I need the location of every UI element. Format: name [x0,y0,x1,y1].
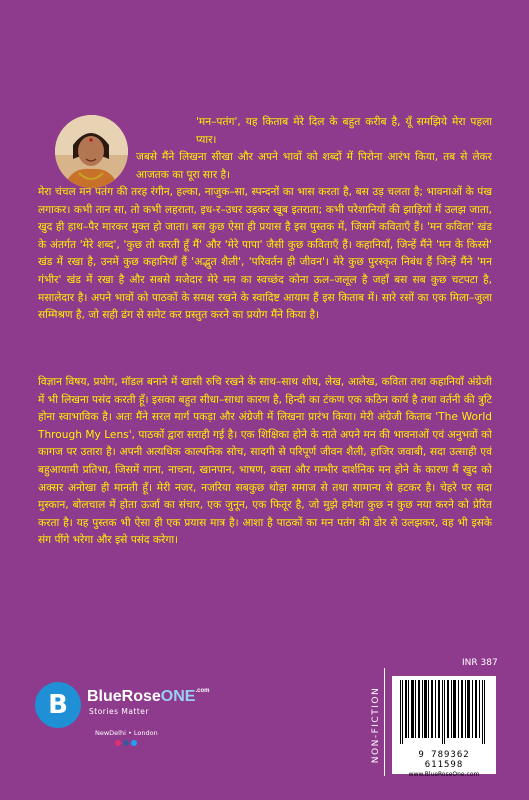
author-photo [55,115,128,188]
twitter-icon [131,740,137,746]
intro-paragraph: मेरा चंचल मन पतंग की तरह रंगीन, हल्का, नाजुक–सा, स्पन्दनों का भास करता है, बस उड़ चलता है; भावनाओं के पंख लगाकर। कभी तान सा, तो कभी लहराता, इध-र–उधर उड़कर खूब इतराता; कभी परेशानियों की झाड़ियों में उलझ जाता, खुद ही हाथ–पैर मारकर मुक्त हो जाता। बस कुछ ऐसा ही प्रयास है इस पुस्तक में, जिसमें कविताएँ हैं। 'मन कविता' खंड के अंतर्गत 'मेरे शब्द', 'कुछ तो करती हूँ मैं' और 'मेरे पापा' जैसी कुछ कविताएँ हैं। कहानियाँ, जिन्हें मैंने 'मन के किस्से' खंड में रखा है, उनमें कुछ कहानियाँ हैं 'अद्भुत शैली', 'परिवर्तन ही जीवन'। मेरे कुछ पुरस्कृत निबंध हैं जिन्हें मैंने 'मन गंभीर' खंड में रखा है और सबसे मजेदार मेरे मन का स्वच्छंद कोना ऊल–जलूल है जहाँ बस सब कुछ चटपटा है, मसालेदार है। अपने भावों को पाठकों के समक्ष रखने के स्वादिष्ट आयाम हैं इस किताब में। सारे रसों का एक मिला–जुला सम्मिश्रण है, जो सही ढंग से समेट कर प्रस्तुत करने का प्रयोग मैंने किया है। [38,186,492,322]
category-label [365,675,387,775]
author-bio-paragraph: विज्ञान विषय, प्रयोग, मॉडल बनाने में खासी रुचि रखने के साथ–साथ शोध, लेख, आलेख, कविता तथा कहानियाँ अंग्रेजी में भी लिखना पसंद करती हूँ। इसका बहुत सीधा–साधा कारण है, हिन्दी का टंकण एक कठिन कार्य है तथा वर्तनी की त्रुटि होना स्वाभाविक है। अतः मैंने सरल मार्ग पकड़ा और अंग्रेजी में लिखना प्रारंभ किया। मेरी अंग्रेजी किताब 'The World Through My Lens', पाठकों द्वारा सराही गई है। एक शिक्षिका होने के नाते अपने मन की भावनाओं एवं अनुभवों को कागज पर उतारा है। अपनी अत्यधिक काल्पनिक सोच, सादगी से परिपूर्ण जीवन शैली, हाजिर जवाबी, सदा उत्साही एवं बहुआयामी प्रतिभा, जिसमें गाना, नाचना, खानपान, भाषण, वक्ता और गम्भीर दार्शनिक मन होने के कारण मैं खुद को अक्सर अनोखा ही मानती हूँ। मेरी नजर, नजरिया सबकुछ थोड़ा समाज से तथा सामान्य से हटकर है। चेहरे पर सदा मुस्कान, बोलचाल में होता ऊर्जा का संचार, एक जुनून, एक फितूर है, जो मुझे हमेशा कुछ न कुछ नया करने को प्रेरित करता है। यह पुस्तक भी ऐसा ही एक प्रयास मात्र है। आशा है पाठकों का मन पतंग की डोर से उलझकर, वह भी इसके संग पींगे भरेगा और इसे पसंद करेगा। [38,376,492,547]
publisher-logo-mark [35,682,81,728]
instagram-icon [115,740,121,746]
social-icons [115,740,137,746]
publisher-website: www.BlueRoseOne.com [408,771,480,778]
publisher-cities: NewDelhi • London [95,729,158,737]
publisher-tagline: Stories Matter [89,707,150,716]
barcode-bars [398,680,490,744]
intro-line-1: 'मन–पतंग', यह किताब मेरे दिल के बहुत करीब है, यूँ समझिये मेरा पहला प्यार। [196,116,492,146]
logo-letter: B [48,690,68,720]
price-label: INR 387 [462,658,498,668]
category-text: NON-FICTION [371,686,381,764]
publisher-name [87,688,209,706]
publisher-name-part1: BlueRose [87,688,161,705]
facebook-icon [123,740,129,746]
publisher-logo [35,682,245,752]
author-portrait-image [55,115,128,188]
isbn-barcode [392,676,496,778]
publisher-name-part2: ONE [160,688,196,705]
intro-line-2: जबसे मैंने लिखना सीखा और अपने भावों को शब्दों में पिरोना आरंभ किया, तब से लेकर आजतक का पूरा सार है। [136,151,492,181]
publisher-name-com: .com [195,688,210,694]
isbn-digits: 9 789362 611598 [418,750,470,770]
